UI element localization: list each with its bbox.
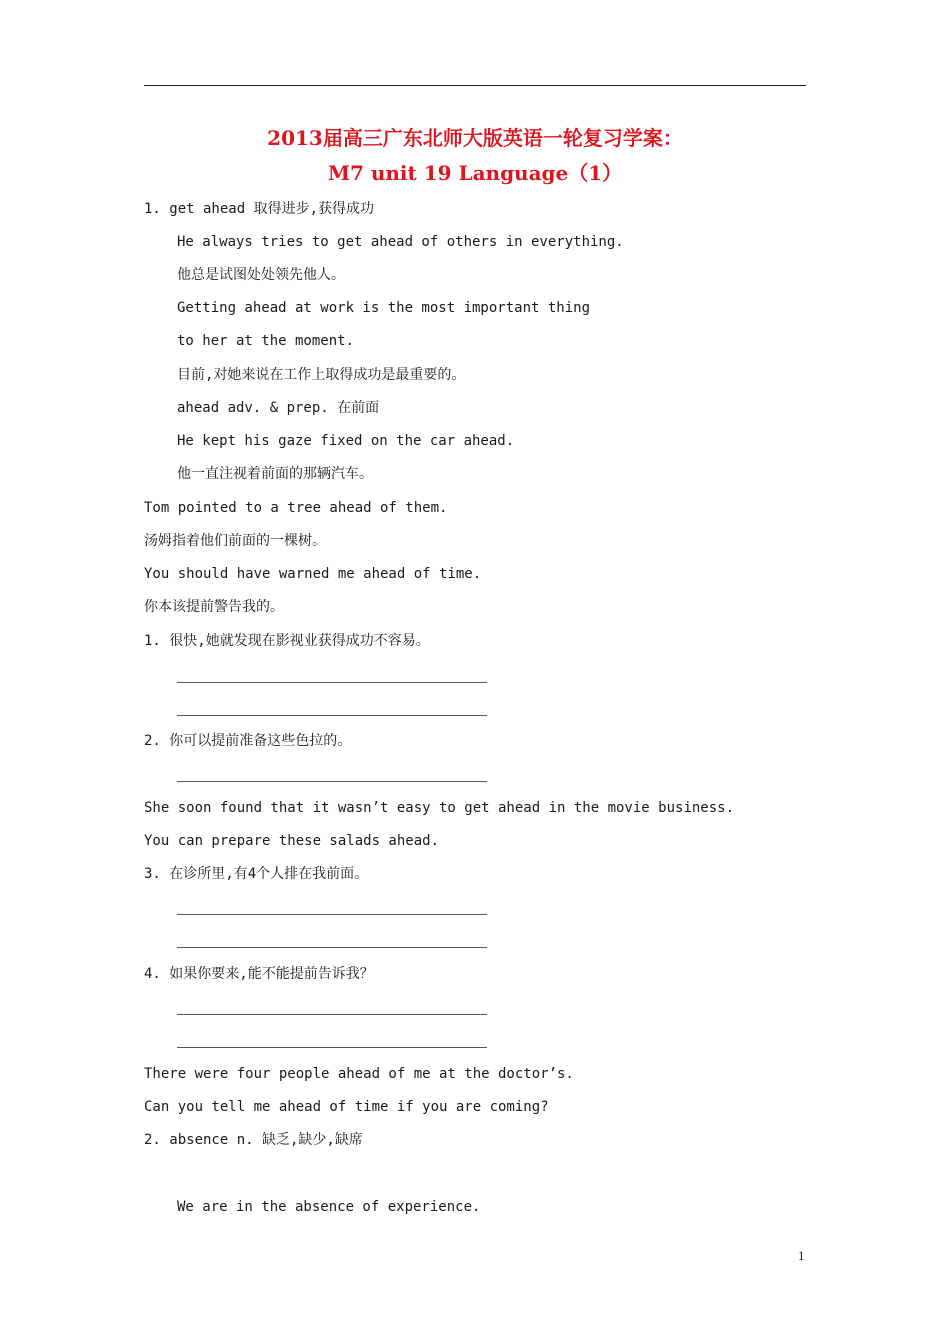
exercise-question: 2. 你可以提前准备这些色拉的。 [144, 733, 352, 749]
exercise-answer: She soon found that it wasn’t easy to get ahead in the movie business. [144, 800, 735, 816]
example-sentence: He kept his gaze fixed on the car ahead. [177, 433, 515, 449]
exercise-question: 4. 如果你要来,能不能提前告诉我？ [144, 966, 374, 982]
answer-blank[interactable] [177, 1014, 487, 1015]
example-sentence: Tom pointed to a tree ahead of them. [144, 500, 448, 516]
exercise-answer: There were four people ahead of me at the doctor’s. [144, 1066, 574, 1082]
example-sentence: We are in the absence of experience. [177, 1199, 481, 1215]
page-subtitle: M7 unit 19 Language（1） [327, 161, 623, 185]
example-sentence: to her at the moment. [177, 333, 355, 349]
vocab-heading-absence: 2. absence n. 缺乏,缺少,缺席 [144, 1132, 363, 1148]
answer-blank[interactable] [177, 781, 487, 782]
example-sentence: You should have warned me ahead of time. [144, 566, 482, 582]
vocab-heading-get-ahead: 1. get ahead 取得进步,获得成功 [144, 201, 375, 217]
exercise-answer: Can you tell me ahead of time if you are coming? [144, 1099, 549, 1115]
example-translation: 他一直注视着前面的那辆汽车。 [177, 466, 373, 482]
answer-blank[interactable] [177, 682, 487, 683]
exercise-question: 1. 很快,她就发现在影视业获得成功不容易。 [144, 633, 430, 649]
answer-blank[interactable] [177, 715, 487, 716]
exercise-question: 3. 在诊所里,有4个人排在我前面。 [144, 866, 369, 882]
answer-blank[interactable] [177, 1047, 487, 1048]
answer-blank[interactable] [177, 914, 487, 915]
usage-note: ahead adv. & prep. 在前面 [177, 400, 380, 416]
page-title: 2013届高三广东北师大版英语一轮复习学案： [267, 126, 683, 150]
example-translation: 你本该提前警告我的。 [144, 599, 284, 615]
exercise-answer: You can prepare these salads ahead. [144, 833, 440, 849]
header-rule [144, 85, 806, 86]
example-sentence: Getting ahead at work is the most important thing [177, 300, 591, 316]
example-translation: 目前,对她来说在工作上取得成功是最重要的。 [177, 367, 466, 383]
example-sentence: He always tries to get ahead of others in everything. [177, 234, 624, 250]
example-translation: 汤姆指着他们前面的一棵树。 [144, 533, 326, 549]
example-translation: 他总是试图处处领先他人。 [177, 267, 345, 283]
answer-blank[interactable] [177, 947, 487, 948]
page-number: 1 [798, 1248, 805, 1263]
